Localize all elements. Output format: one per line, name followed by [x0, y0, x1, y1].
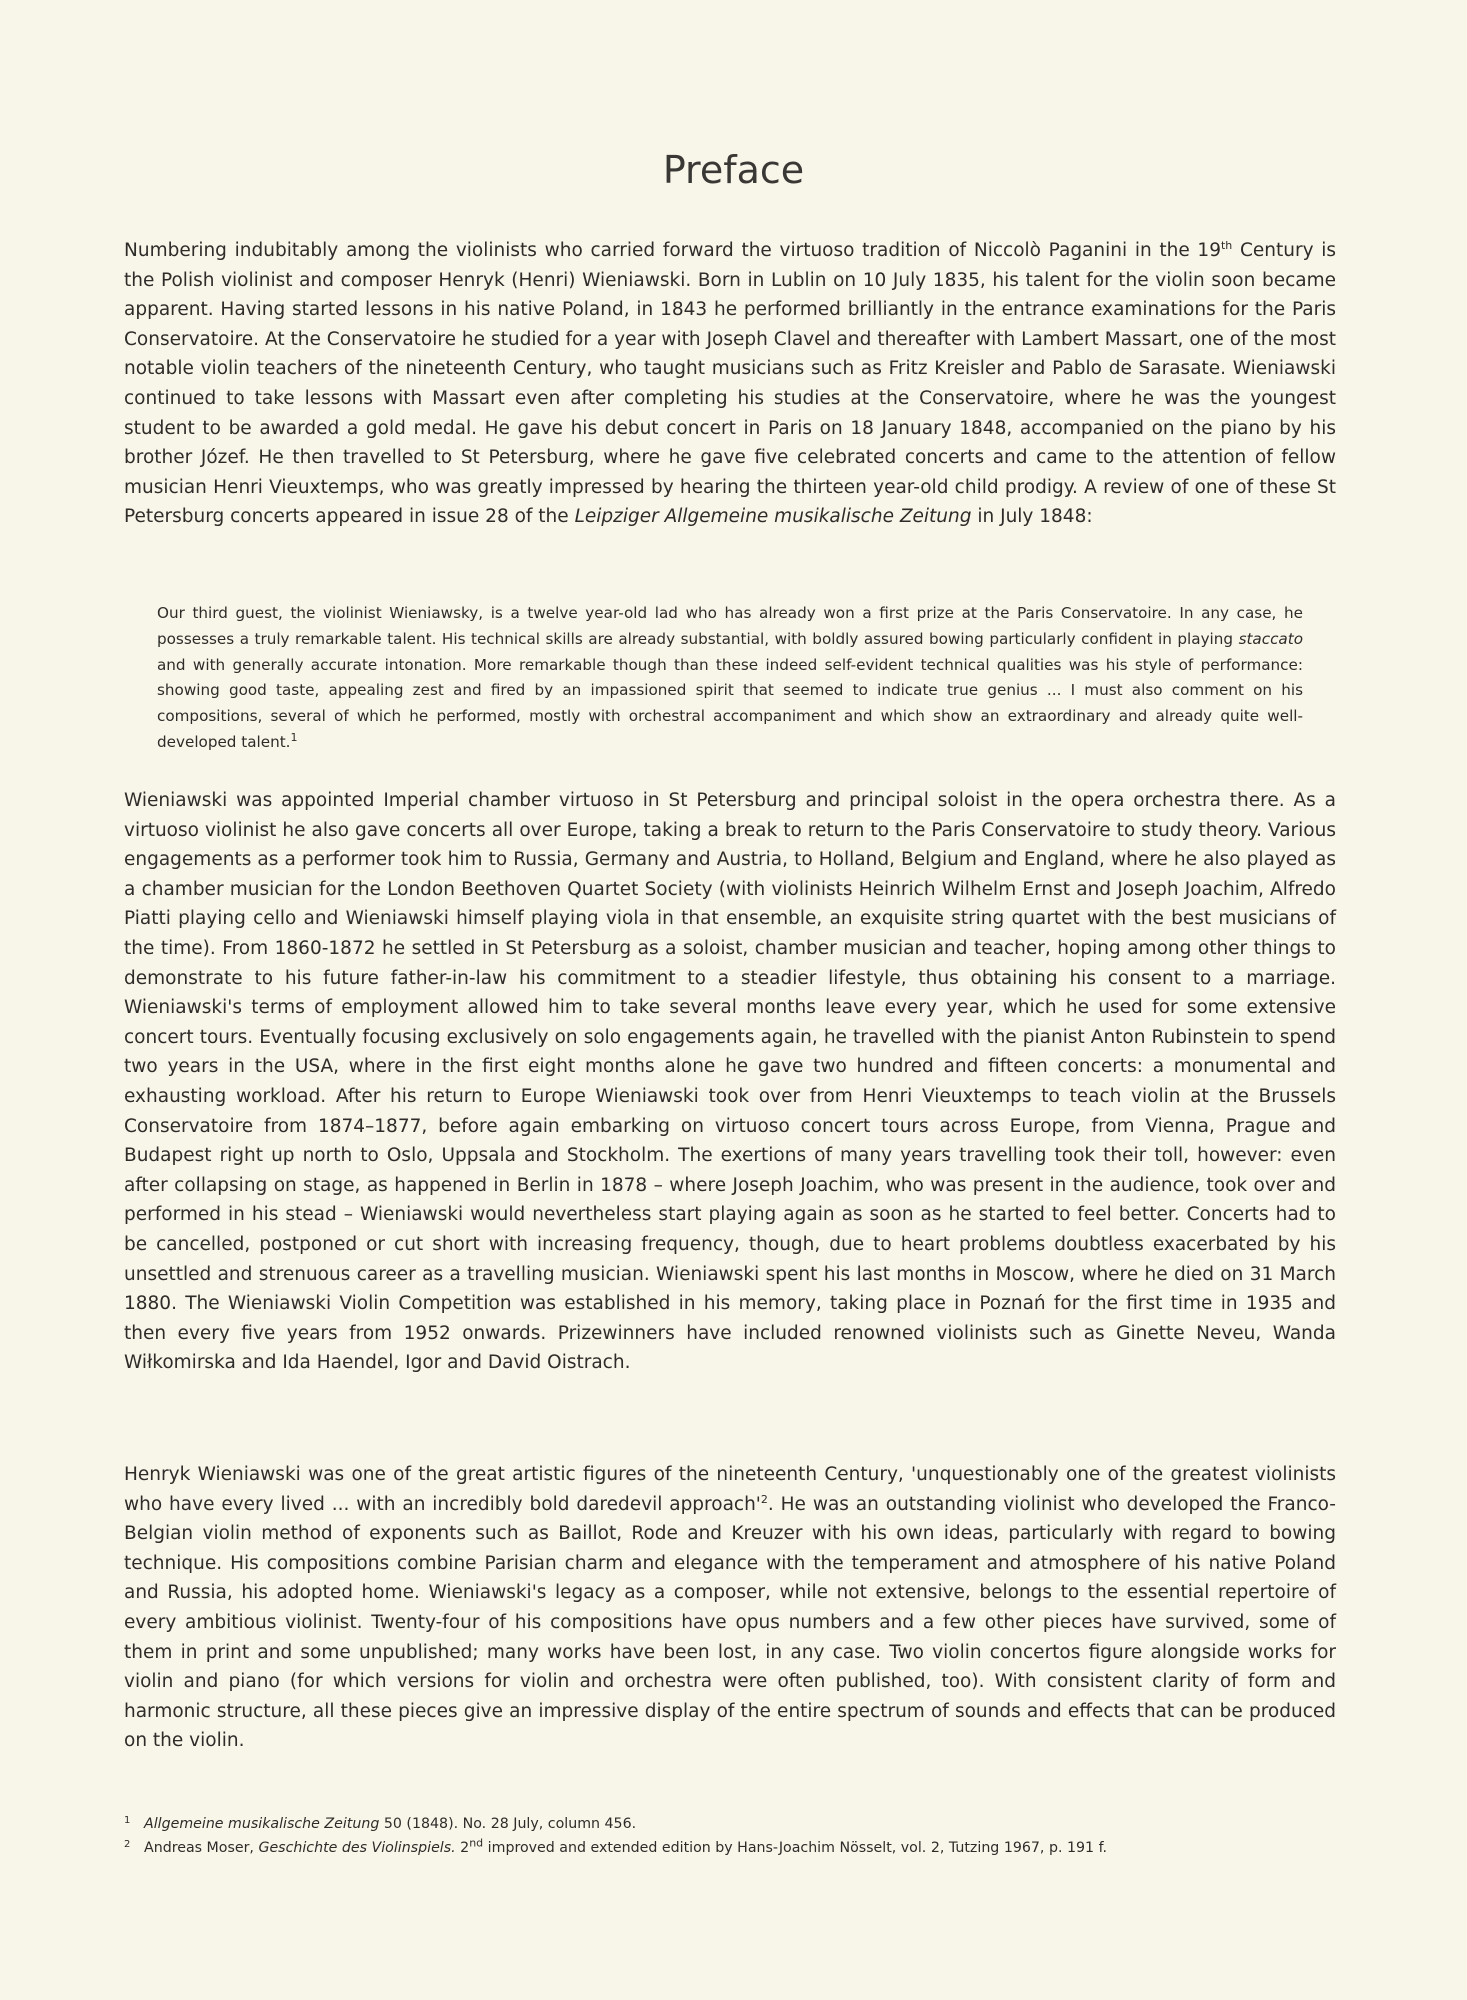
footnote-2-author: Andreas Moser, — [144, 1840, 259, 1856]
paragraph-1 — [124, 236, 1336, 532]
footnote-1-source: Allgemeine musikalische Zeitung — [144, 1816, 380, 1832]
footnote-ref-1: 1 — [290, 730, 298, 744]
footnote-2-mark: 2 — [124, 1839, 131, 1850]
paragraph-1-text-b: Century is the Polish violinist and composer Henryk (Henri) Wieniawski. Born in Lublin on 10 July 1835, his talent for the violin soon became apparent. Having started lessons in his native Poland, in 1843 he performed brilliantly in the entrance examinations for the Paris Conservatoire. At the Conservatoire he studied for a year with Joseph Clavel and thereafter with Lambert Massart, one of the most notable violin teachers of the nineteenth Century, who taught musicians such as Fritz Kreisler and Pablo de Sarasate. Wieniawski continued to take lessons with Massart even after completing his studies at the Conservatoire, where he was the youngest student to be awarded a gold medal. He gave his debut concert in Paris on 18 January 1848, accompanied on the piano by his brother Józef. He then travelled to St Petersburg, where he gave five celebrated concerts and came to the attention of fellow musician Henri Vieuxtemps, who was greatly impressed by hearing the thirteen year-old child prodigy. A review of one of these St Petersburg concerts appeared in issue 28 of the — [124, 240, 1336, 528]
footnote-2-text-b: 2 — [455, 1840, 470, 1856]
footnote-2-ordinal: nd — [469, 1836, 484, 1850]
review-quote — [157, 601, 1303, 756]
paragraph-1-text-a: Numbering indubitably among the violinists who carried forward the virtuoso tradition of Niccolò Paganini in the 19 — [124, 240, 1221, 261]
page-title: Preface — [662, 148, 805, 192]
quote-text-b: and with generally accurate intonation. More remarkable though than these indeed self-evident technical qualities was his style of performance: showing good taste, appealing zest and fired by an impassioned spirit that seemed to indicate true genius ... I must also comment on his compositions, several of which he performed, mostly with orchestral accompaniment and which show an extraordinary and already quite well-developed talent. — [157, 655, 1303, 751]
footnote-ref-2: 2 — [760, 1492, 768, 1506]
footnote-2-text-c: improved and extended edition by Hans-Joachim Nösselt, vol. 2, Tutzing 1967, p. 191 f. — [483, 1840, 1108, 1856]
footnote-1-text: 50 (1848). No. 28 July, column 456. — [379, 1816, 637, 1832]
ordinal-superscript: th — [1220, 238, 1233, 252]
footnote-2 — [124, 1836, 1336, 1860]
paragraph-2: Wieniawski was appointed Imperial chamber virtuoso in St Petersburg and principal soloist in the opera orchestra there. As a virtuoso violinist he also gave concerts all over Europe, taking a break to return to the Paris Conservatoire to study theory. Various engagements as a performer took him to Russia, Germany and Austria, to Holland, Belgium and England, where he also played as a chamber musician for the London Beethoven Quartet Society (with violinists Heinrich Wilhelm Ernst and Joseph Joachim, Alfredo Piatti playing cello and Wieniawski himself playing viola in that ensemble, an exquisite string quartet with the best musicians of the time). From 1860-1872 he settled in St Petersburg as a soloist, chamber musician and teacher, hoping among other things to demonstrate to his future father-in-law his commitment to a steadier lifestyle, thus obtaining his consent to a marriage. Wieniawski's terms of employment allowed him to take several months leave every year, which he used for some extensive concert tours. Eventually focusing exclusively on solo engagements again, he travelled with the pianist Anton Rubinstein to spend two years in the USA, where in the first eight months alone he gave two hundred and fifteen concerts: a monumental and exhausting workload. After his return to Europe Wieniawski took over from Henri Vieuxtemps to teach violin at the Brussels Conservatoire from 1874–1877, before again embarking on virtuoso concert tours across Europe, from Vienna, Prague and Budapest right up north to Oslo, Uppsala and Stockholm. The exertions of many years travelling took their toll, however: even after collapsing on stage, as happened in Berlin in 1878 – where Joseph Joachim, who was present in the audience, took over and performed in his stead – Wieniawski would nevertheless start playing again as soon as he started to feel better. Concerts had to be cancelled, postponed or cut short with increasing frequency, though, due to heart problems doubtless exacerbated by his unsettled and strenuous career as a travelling musician. Wieniawski spent his last months in Moscow, where he died on 31 March 1880. The Wieniawski Violin Competition was established in his memory, taking place in Poznań for the first time in 1935 and then every five years from 1952 onwards. Prizewinners have included renowned violinists such as Ginette Neveu, Wanda Wiłkomirska and Ida Haendel, Igor and David Oistrach. — [124, 790, 1336, 1374]
footnote-1-mark: 1 — [124, 1815, 131, 1826]
paragraph-3 — [124, 1460, 1336, 1756]
footnote-2-source: Geschichte des Violinspiels. — [258, 1840, 456, 1856]
footnote-1 — [124, 1812, 1336, 1836]
paragraph-3-text-a: Henryk Wieniawski was one of the great artistic figures of the nineteenth Century, 'unquestionably one of the greatest violinists who have every lived ... with an incredibly bold daredevil approach' — [124, 1464, 1336, 1515]
quote-emphasis: staccato — [1238, 629, 1303, 648]
paragraph-3-text-b: . He was an outstanding violinist who developed the Franco-Belgian violin method of exponents such as Baillot, Rode and Kreuzer with his own ideas, particularly with regard to bowing technique. His compositions combine Parisian charm and elegance with the temperament and atmosphere of his native Poland and Russia, his adopted home. Wieniawski's legacy as a composer, while not extensive, belongs to the essential repertoire of every ambitious violinist. Twenty-four of his compositions have opus numbers and a few other pieces have survived, some of them in print and some unpublished; many works have been lost, in any case. Two violin concertos figure alongside works for violin and piano (for which versions for violin and orchestra were often published, too). With consistent clarity of form and harmonic structure, all these pieces give an impressive display of the entire spectrum of sounds and effects that can be produced on the violin. — [124, 1493, 1336, 1752]
quote-text-a: Our third guest, the violinist Wieniawsky, is a twelve year-old lad who has already won a first prize at the Paris Conservatoire. In any case, he possesses a truly remarkable talent. His technical skills are already substantial, with boldly assured bowing particularly confident in playing — [157, 604, 1303, 648]
paragraph-1-text-c: in July 1848: — [971, 506, 1093, 528]
footnotes — [124, 1812, 1336, 1860]
journal-title: Leipziger Allgemeine musikalische Zeitung — [574, 506, 972, 528]
